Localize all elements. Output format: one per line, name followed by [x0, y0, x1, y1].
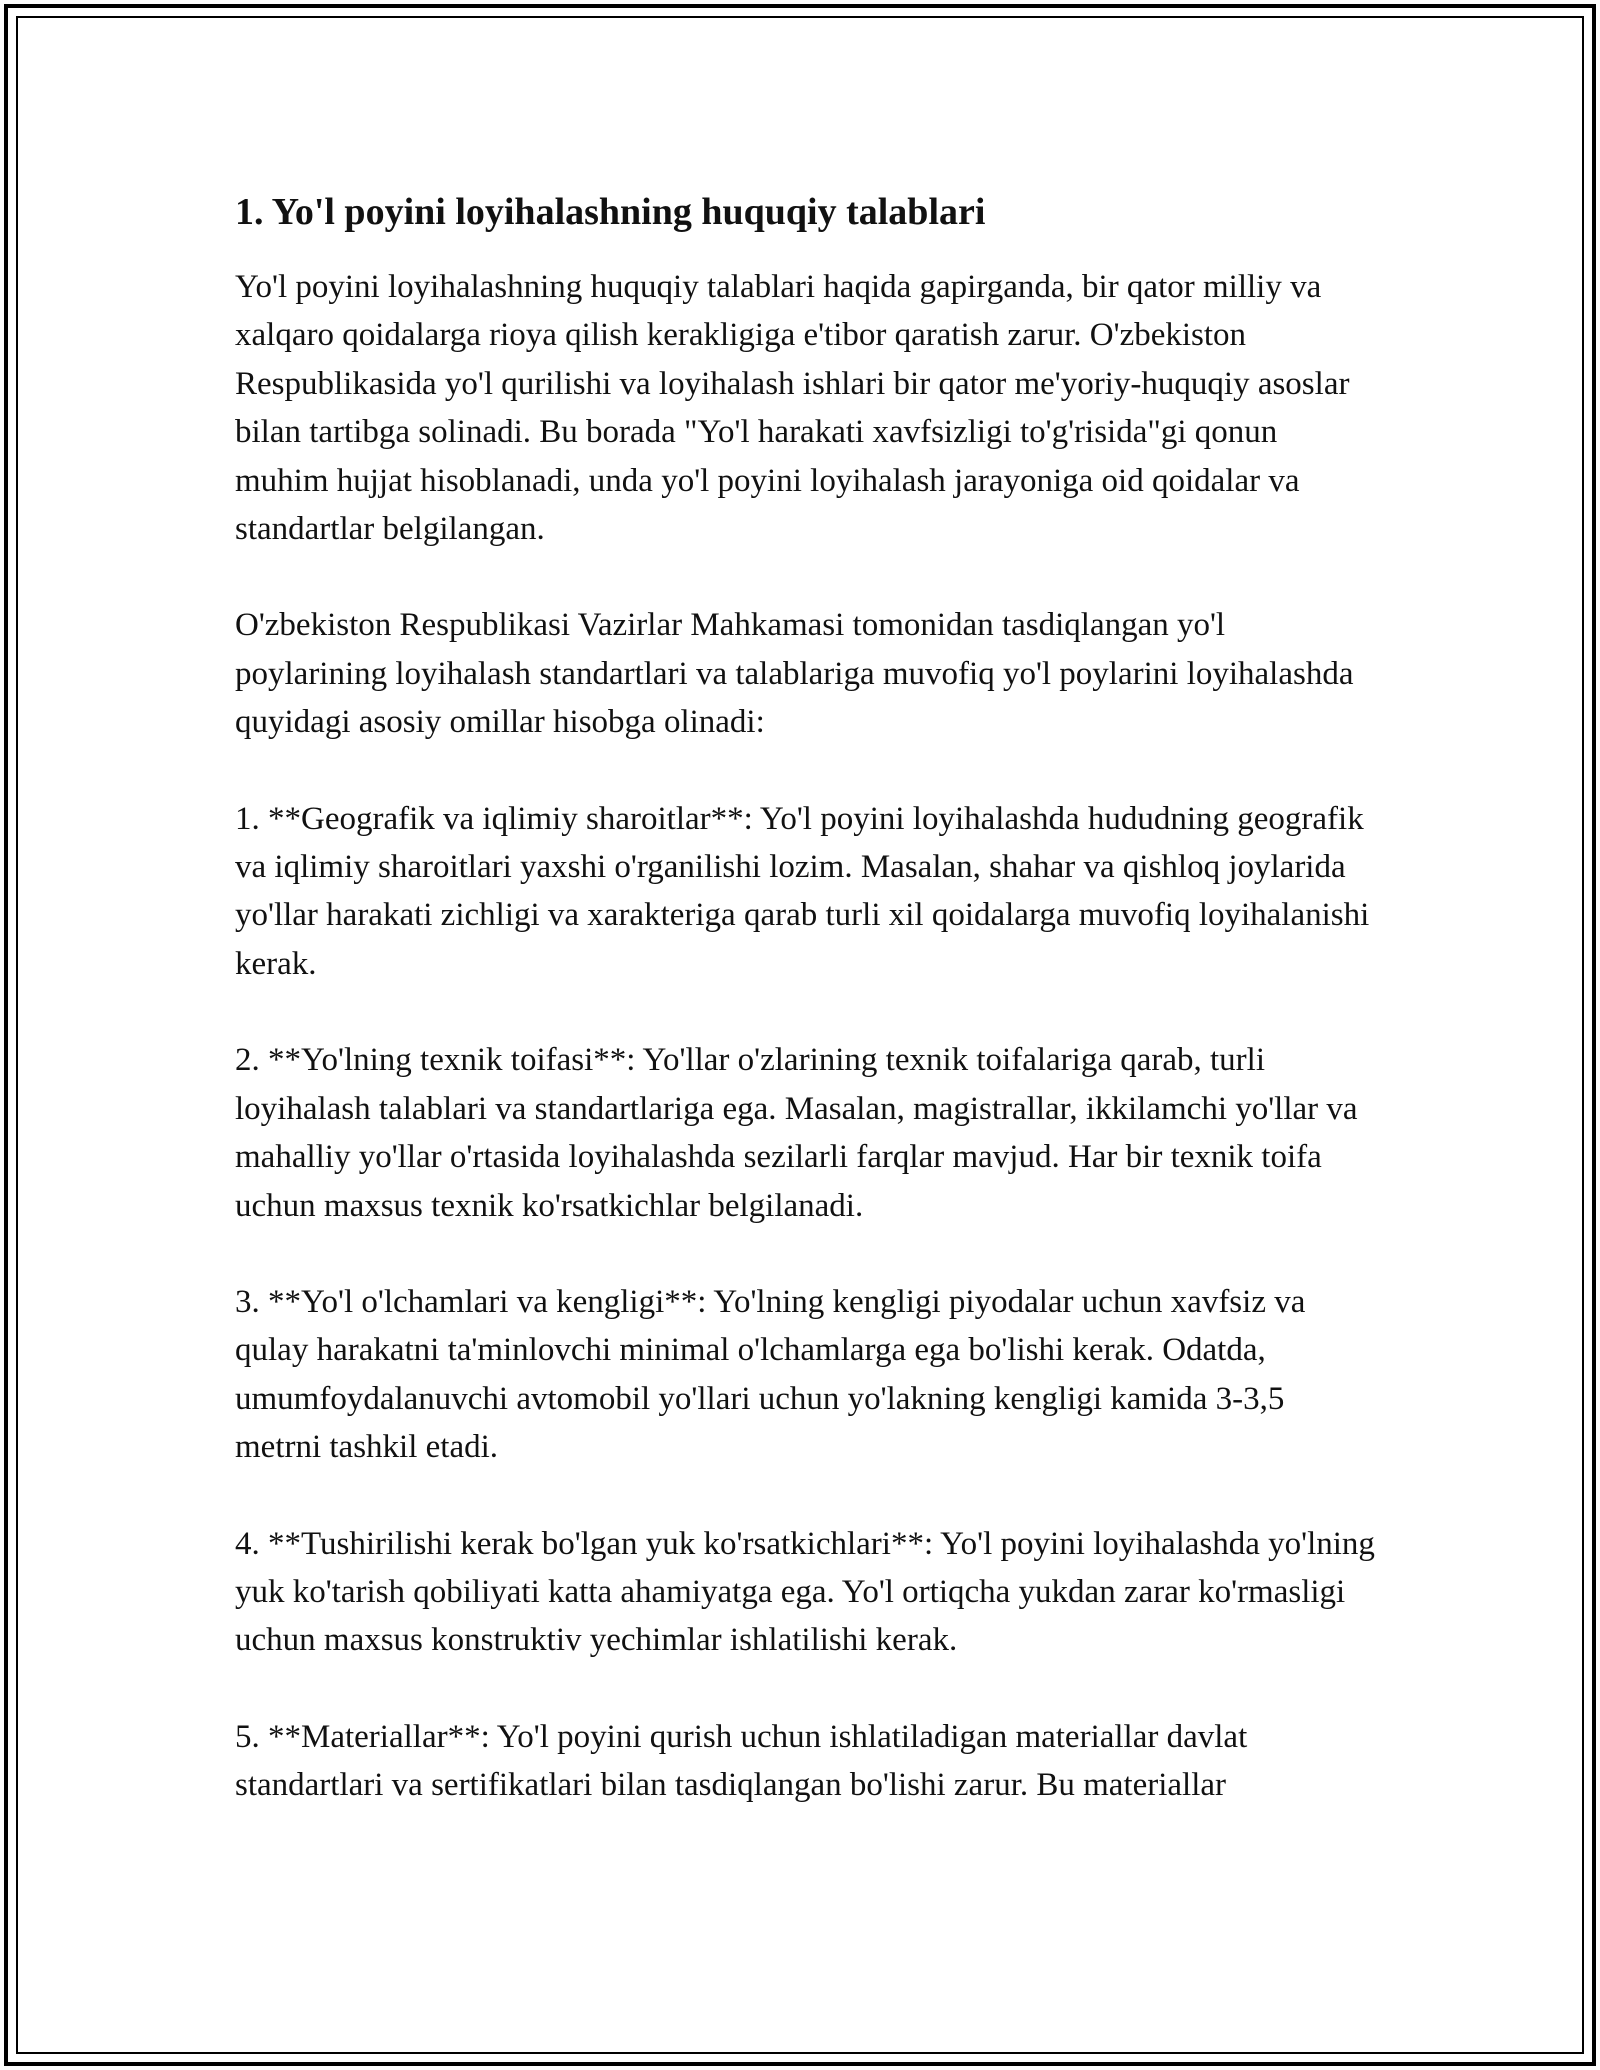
list-item-dimensions: 3. **Yo'l o'lchamlari va kengligi**: Yo'lning kengligi piyodalar uchun xavfsiz va qulay harakatni ta'minlovchi minimal o'lchamlarga ega bo'lishi kerak. Odatda, umumfoydalanuvchi avtomobil yo'llari uchun yo'lakning kengligi kamida 3-3,5 metrni tashkil etadi. [235, 1283, 1306, 1466]
section-heading: 1. Yo'l poyini loyihalashning huquqiy talablari [235, 191, 986, 233]
paragraph-intro: Yo'l poyini loyihalashning huquqiy talablari haqida gapirganda, bir qator milliy va xalqaro qoidalarga rioya qilish kerakligiga e'tibor qaratish zarur. O'zbekiston Respublikasida yo'l qurilishi va loyihalash ishlari bir qator me'yoriy-huquqiy asoslar bilan tartibga solinadi. Bu borada "Yo'l harakati xavfsizligi to'g'risida"gi qonun muhim hujjat hisoblanadi, unda yo'l poyini loyihalash jarayoniga oid qoidalar va standartlar belgilangan. [235, 269, 1350, 548]
list-item-load: 4. **Tushirilishi kerak bo'lgan yuk ko'rsatkichlari**: Yo'l poyini loyihalashda yo'lning yuk ko'tarish qobiliyati katta ahamiyatga ega. Yo'l ortiqcha yukdan zarar ko'rmasligi uchun maxsus konstruktiv yechimlar ishlatilishi kerak. [235, 1525, 1375, 1659]
paragraph-factors-intro: O'zbekiston Respublikasi Vazirlar Mahkamasi tomonidan tasdiqlangan yo'l poylarining loyihalash standartlari va talablariga muvofiq yo'l poylarini loyihalashda quyidagi asosiy omillar hisobga olinadi: [235, 607, 1354, 741]
list-item-technical-category: 2. **Yo'lning texnik toifasi**: Yo'llar o'zlarining texnik toifalariga qarab, turli loyihalash talablari va standartlariga ega. Masalan, magistrallar, ikkilamchi yo'llar va mahalliy yo'llar o'rtasida loyihalashda sezilarli farqlar mavjud. Har bir texnik toifa uchun maxsus texnik ko'rsatkichlar belgilanadi. [235, 1042, 1358, 1224]
document-body [235, 186, 1375, 1810]
list-item-materials: 5. **Materiallar**: Yo'l poyini qurish uchun ishlatiladigan materiallar davlat standartlari va sertifikatlari bilan tasdiqlangan bo'lishi zarur. Bu materiallar [235, 1718, 1248, 1804]
list-item-geography: 1. **Geografik va iqlimiy sharoitlar**: Yo'l poyini loyihalashda hududning geografik va iqlimiy sharoitlari yaxshi o'rganilishi lozim. Masalan, shahar va qishloq joylarida yo'llar harakati zichligi va xarakteriga qarab turli xil qoidalarga muvofiq loyihalanishi kerak. [235, 800, 1370, 982]
